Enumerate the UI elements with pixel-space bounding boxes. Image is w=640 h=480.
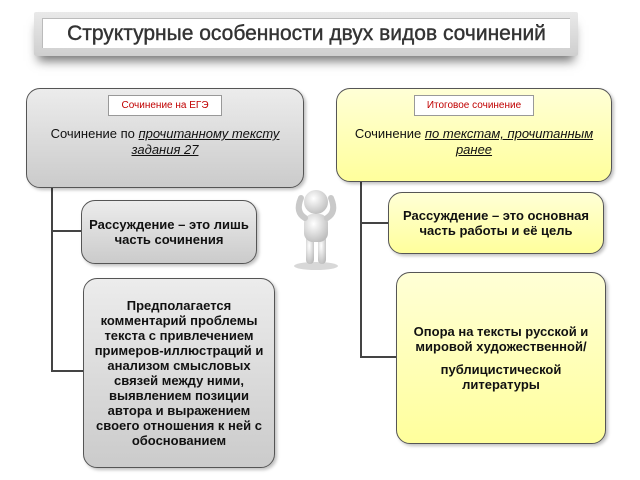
- left-connector-h1: [51, 230, 81, 232]
- page-title: Структурные особенности двух видов сочинений: [42, 18, 570, 48]
- right-connector-vertical: [360, 182, 362, 358]
- ege-essay-tag: Сочинение на ЕГЭ: [108, 95, 221, 116]
- ege-essay-header: [26, 88, 304, 188]
- title-bar: [34, 12, 578, 56]
- left-connector-h2: [51, 370, 83, 372]
- left-connector-vertical: [51, 188, 53, 372]
- final-essay-description: Сочинение по текстам, прочитанным ранее: [354, 126, 594, 157]
- right-connector-h1: [360, 222, 388, 224]
- final-reasoning-box: Рассуждение – это основная часть работы и её цель: [388, 192, 604, 254]
- ege-essay-description: Сочинение по прочитанному тексту задания 27: [50, 126, 280, 157]
- ege-comment-box: Предполагается комментарий проблемы текста с привлечением примеров-иллюстраций и анализом смысловых связей между ними, выявлением позиции автора и выражением своего отношения к ней с обоснованием: [83, 278, 275, 468]
- final-literature-box: Опора на тексты русской и мировой художественной/ публицистической литературы: [396, 272, 606, 444]
- final-essay-header: [336, 88, 612, 182]
- final-essay-tag: Итоговое сочинение: [414, 95, 534, 116]
- ege-reasoning-box: Рассуждение – это лишь часть сочинения: [81, 200, 257, 264]
- thinking-person-icon: [283, 188, 349, 272]
- right-connector-h2: [360, 356, 396, 358]
